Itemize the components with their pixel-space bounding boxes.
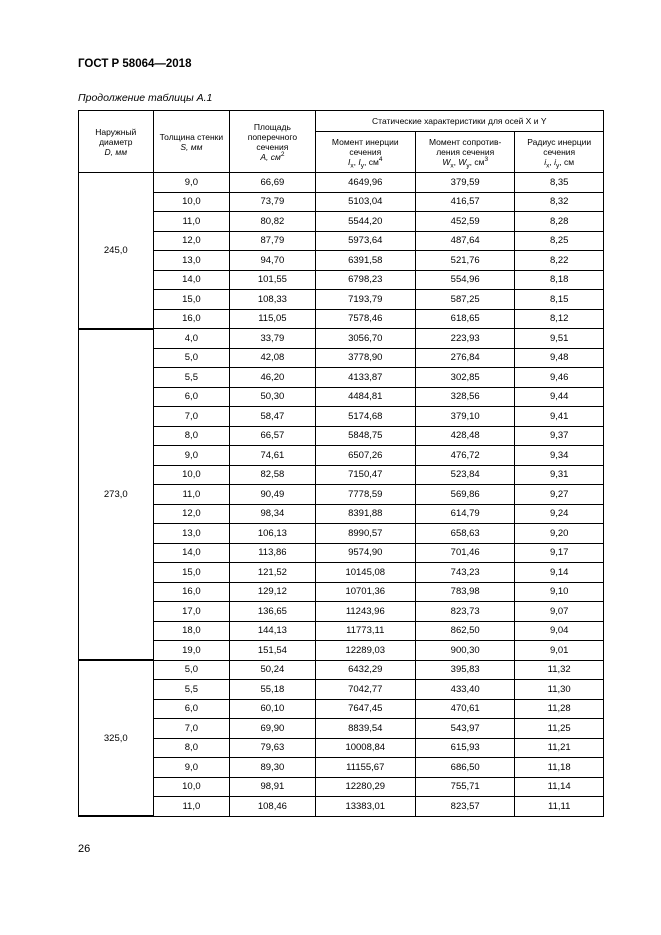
area-cell: 98,91 <box>230 777 315 797</box>
area-cell: 80,82 <box>230 212 315 232</box>
header-wall-thickness: Толщина стенки S, мм <box>153 111 230 173</box>
area-cell: 50,30 <box>230 387 315 407</box>
section-modulus-cell: 615,93 <box>416 738 515 758</box>
moment-of-inertia-cell: 12289,03 <box>315 641 415 661</box>
wall-thickness-cell: 12,0 <box>153 504 230 524</box>
radius-of-gyration-cell: 11,21 <box>515 738 604 758</box>
moment-of-inertia-cell: 13383,01 <box>315 797 415 817</box>
section-modulus-cell: 783,98 <box>416 582 515 602</box>
table-row <box>79 192 604 212</box>
wall-thickness-cell: 11,0 <box>153 485 230 505</box>
area-cell: 66,57 <box>230 426 315 446</box>
moment-of-inertia-cell: 4649,96 <box>315 173 415 193</box>
table-row <box>79 231 604 251</box>
moment-of-inertia-cell: 7042,77 <box>315 680 415 700</box>
table-row <box>79 368 604 388</box>
table-row <box>79 543 604 563</box>
radius-of-gyration-cell: 11,28 <box>515 699 604 719</box>
section-modulus-cell: 743,23 <box>416 563 515 583</box>
section-modulus-cell: 862,50 <box>416 621 515 641</box>
table-row <box>79 251 604 271</box>
area-cell: 108,33 <box>230 290 315 310</box>
section-properties-table <box>78 110 604 817</box>
table-row <box>79 758 604 778</box>
table-row <box>79 641 604 661</box>
radius-of-gyration-cell: 8,15 <box>515 290 604 310</box>
radius-of-gyration-cell: 11,32 <box>515 660 604 680</box>
radius-of-gyration-cell: 11,25 <box>515 719 604 739</box>
area-cell: 58,47 <box>230 407 315 427</box>
radius-of-gyration-cell: 9,51 <box>515 329 604 349</box>
table-row <box>79 485 604 505</box>
section-modulus-cell: 470,61 <box>416 699 515 719</box>
area-cell: 33,79 <box>230 329 315 349</box>
table-row <box>79 582 604 602</box>
radius-of-gyration-cell: 8,32 <box>515 192 604 212</box>
section-modulus-cell: 701,46 <box>416 543 515 563</box>
wall-thickness-cell: 8,0 <box>153 426 230 446</box>
area-cell: 89,30 <box>230 758 315 778</box>
document-header: ГОСТ Р 58064—2018 <box>78 58 192 70</box>
area-cell: 60,10 <box>230 699 315 719</box>
moment-of-inertia-cell: 7150,47 <box>315 465 415 485</box>
wall-thickness-cell: 15,0 <box>153 290 230 310</box>
moment-of-inertia-cell: 8839,54 <box>315 719 415 739</box>
radius-of-gyration-cell: 9,07 <box>515 602 604 622</box>
outer-diameter-cell: 245,0 <box>79 173 154 329</box>
moment-of-inertia-cell: 8391,88 <box>315 504 415 524</box>
moment-of-inertia-cell: 5103,04 <box>315 192 415 212</box>
area-cell: 69,90 <box>230 719 315 739</box>
wall-thickness-cell: 14,0 <box>153 543 230 563</box>
area-cell: 101,55 <box>230 270 315 290</box>
wall-thickness-cell: 10,0 <box>153 465 230 485</box>
section-modulus-cell: 487,64 <box>416 231 515 251</box>
section-modulus-cell: 452,59 <box>416 212 515 232</box>
section-modulus-cell: 379,59 <box>416 173 515 193</box>
section-modulus-cell: 328,56 <box>416 387 515 407</box>
moment-of-inertia-cell: 4133,87 <box>315 368 415 388</box>
wall-thickness-cell: 13,0 <box>153 251 230 271</box>
table-row <box>79 348 604 368</box>
area-cell: 42,08 <box>230 348 315 368</box>
moment-of-inertia-cell: 5174,68 <box>315 407 415 427</box>
section-modulus-cell: 686,50 <box>416 758 515 778</box>
moment-of-inertia-cell: 5544,20 <box>315 212 415 232</box>
moment-of-inertia-cell: 7778,59 <box>315 485 415 505</box>
section-modulus-cell: 658,63 <box>416 524 515 544</box>
wall-thickness-cell: 19,0 <box>153 641 230 661</box>
header-cross-section-area: Площадь поперечного сечения A, $см^2$ <box>230 111 315 173</box>
moment-of-inertia-cell: 7193,79 <box>315 290 415 310</box>
area-cell: 113,86 <box>230 543 315 563</box>
table-row <box>79 407 604 427</box>
wall-thickness-cell: 5,0 <box>153 660 230 680</box>
section-modulus-cell: 521,76 <box>416 251 515 271</box>
table-row <box>79 524 604 544</box>
wall-thickness-cell: 6,0 <box>153 387 230 407</box>
radius-of-gyration-cell: 11,18 <box>515 758 604 778</box>
radius-of-gyration-cell: 9,14 <box>515 563 604 583</box>
table-row <box>79 173 604 193</box>
area-cell: 73,79 <box>230 192 315 212</box>
radius-of-gyration-cell: 8,35 <box>515 173 604 193</box>
section-modulus-cell: 276,84 <box>416 348 515 368</box>
moment-of-inertia-cell: 6798,23 <box>315 270 415 290</box>
area-cell: 108,46 <box>230 797 315 817</box>
wall-thickness-cell: 9,0 <box>153 758 230 778</box>
wall-thickness-cell: 7,0 <box>153 407 230 427</box>
radius-of-gyration-cell: 9,04 <box>515 621 604 641</box>
area-cell: 79,63 <box>230 738 315 758</box>
area-cell: 46,20 <box>230 368 315 388</box>
moment-of-inertia-cell: 5973,64 <box>315 231 415 251</box>
moment-of-inertia-cell: 10145,08 <box>315 563 415 583</box>
table-row <box>79 212 604 232</box>
radius-of-gyration-cell: 9,46 <box>515 368 604 388</box>
moment-of-inertia-cell: 3778,90 <box>315 348 415 368</box>
radius-of-gyration-cell: 9,31 <box>515 465 604 485</box>
table-row <box>79 621 604 641</box>
section-modulus-cell: 618,65 <box>416 309 515 329</box>
area-cell: 144,13 <box>230 621 315 641</box>
table-row <box>79 738 604 758</box>
section-modulus-cell: 755,71 <box>416 777 515 797</box>
section-modulus-cell: 379,10 <box>416 407 515 427</box>
area-cell: 121,52 <box>230 563 315 583</box>
wall-thickness-cell: 12,0 <box>153 231 230 251</box>
table-row <box>79 504 604 524</box>
table-row <box>79 465 604 485</box>
table-row <box>79 680 604 700</box>
moment-of-inertia-cell: 5848,75 <box>315 426 415 446</box>
wall-thickness-cell: 9,0 <box>153 446 230 466</box>
table-row <box>79 309 604 329</box>
radius-of-gyration-cell: 11,11 <box>515 797 604 817</box>
wall-thickness-cell: 7,0 <box>153 719 230 739</box>
table-row <box>79 270 604 290</box>
table-row <box>79 777 604 797</box>
wall-thickness-cell: 10,0 <box>153 192 230 212</box>
area-cell: 136,65 <box>230 602 315 622</box>
moment-of-inertia-cell: 6391,58 <box>315 251 415 271</box>
moment-of-inertia-cell: 3056,70 <box>315 329 415 349</box>
radius-of-gyration-cell: 9,41 <box>515 407 604 427</box>
radius-of-gyration-cell: 11,14 <box>515 777 604 797</box>
section-modulus-cell: 395,83 <box>416 660 515 680</box>
wall-thickness-cell: 10,0 <box>153 777 230 797</box>
area-cell: 87,79 <box>230 231 315 251</box>
wall-thickness-cell: 13,0 <box>153 524 230 544</box>
section-modulus-cell: 302,85 <box>416 368 515 388</box>
wall-thickness-cell: 11,0 <box>153 212 230 232</box>
radius-of-gyration-cell: 9,24 <box>515 504 604 524</box>
moment-of-inertia-cell: 6432,29 <box>315 660 415 680</box>
section-modulus-cell: 569,86 <box>416 485 515 505</box>
header-moment-of-inertia: Момент инерции сечения $I_x$, $I_y$, $см^4$ <box>315 132 415 173</box>
table-row <box>79 563 604 583</box>
area-cell: 129,12 <box>230 582 315 602</box>
moment-of-inertia-cell: 9574,90 <box>315 543 415 563</box>
section-modulus-cell: 823,73 <box>416 602 515 622</box>
moment-of-inertia-cell: 10701,36 <box>315 582 415 602</box>
wall-thickness-cell: 8,0 <box>153 738 230 758</box>
radius-of-gyration-cell: 9,27 <box>515 485 604 505</box>
area-cell: 55,18 <box>230 680 315 700</box>
outer-diameter-cell: 325,0 <box>79 660 154 816</box>
area-cell: 74,61 <box>230 446 315 466</box>
moment-of-inertia-cell: 7647,45 <box>315 699 415 719</box>
moment-of-inertia-cell: 6507,26 <box>315 446 415 466</box>
radius-of-gyration-cell: 8,18 <box>515 270 604 290</box>
area-cell: 98,34 <box>230 504 315 524</box>
section-modulus-cell: 433,40 <box>416 680 515 700</box>
wall-thickness-cell: 16,0 <box>153 582 230 602</box>
wall-thickness-cell: 14,0 <box>153 270 230 290</box>
radius-of-gyration-cell: 9,10 <box>515 582 604 602</box>
section-modulus-cell: 476,72 <box>416 446 515 466</box>
wall-thickness-cell: 6,0 <box>153 699 230 719</box>
section-modulus-cell: 223,93 <box>416 329 515 349</box>
radius-of-gyration-cell: 9,01 <box>515 641 604 661</box>
section-modulus-cell: 543,97 <box>416 719 515 739</box>
moment-of-inertia-cell: 11243,96 <box>315 602 415 622</box>
table-row <box>79 329 604 349</box>
table-row <box>79 699 604 719</box>
radius-of-gyration-cell: 8,12 <box>515 309 604 329</box>
radius-of-gyration-cell: 8,25 <box>515 231 604 251</box>
wall-thickness-cell: 5,5 <box>153 368 230 388</box>
table-caption: Продолжение таблицы А.1 <box>78 92 213 104</box>
area-cell: 151,54 <box>230 641 315 661</box>
radius-of-gyration-cell: 9,37 <box>515 426 604 446</box>
moment-of-inertia-cell: 8990,57 <box>315 524 415 544</box>
area-cell: 90,49 <box>230 485 315 505</box>
moment-of-inertia-cell: 10008,84 <box>315 738 415 758</box>
wall-thickness-cell: 15,0 <box>153 563 230 583</box>
radius-of-gyration-cell: 9,17 <box>515 543 604 563</box>
table-row <box>79 602 604 622</box>
wall-thickness-cell: 5,5 <box>153 680 230 700</box>
section-modulus-cell: 554,96 <box>416 270 515 290</box>
section-modulus-cell: 614,79 <box>416 504 515 524</box>
radius-of-gyration-cell: 8,28 <box>515 212 604 232</box>
area-cell: 50,24 <box>230 660 315 680</box>
table-row <box>79 797 604 817</box>
outer-diameter-cell: 273,0 <box>79 329 154 661</box>
table-row <box>79 387 604 407</box>
radius-of-gyration-cell: 9,20 <box>515 524 604 544</box>
section-modulus-cell: 428,48 <box>416 426 515 446</box>
area-cell: 115,05 <box>230 309 315 329</box>
table-row <box>79 426 604 446</box>
wall-thickness-cell: 4,0 <box>153 329 230 349</box>
section-modulus-cell: 587,25 <box>416 290 515 310</box>
page-number: 26 <box>78 843 91 855</box>
header-radius-of-gyration: Радиус инерции сечения $i_x$, $i_y$, см <box>515 132 604 173</box>
moment-of-inertia-cell: 4484,81 <box>315 387 415 407</box>
wall-thickness-cell: 5,0 <box>153 348 230 368</box>
wall-thickness-cell: 9,0 <box>153 173 230 193</box>
section-modulus-cell: 900,30 <box>416 641 515 661</box>
section-modulus-cell: 416,57 <box>416 192 515 212</box>
area-cell: 66,69 <box>230 173 315 193</box>
moment-of-inertia-cell: 11155,67 <box>315 758 415 778</box>
wall-thickness-cell: 16,0 <box>153 309 230 329</box>
area-cell: 106,13 <box>230 524 315 544</box>
radius-of-gyration-cell: 9,44 <box>515 387 604 407</box>
table-row <box>79 290 604 310</box>
header-outer-diameter: Наружный диаметр D, мм <box>79 111 154 173</box>
moment-of-inertia-cell: 12280,29 <box>315 777 415 797</box>
table-row <box>79 719 604 739</box>
wall-thickness-cell: 11,0 <box>153 797 230 817</box>
header-static-characteristics: Статические характеристики для осей X и Y <box>315 111 603 132</box>
area-cell: 94,70 <box>230 251 315 271</box>
table-body <box>79 173 604 817</box>
radius-of-gyration-cell: 9,34 <box>515 446 604 466</box>
table-row <box>79 660 604 680</box>
wall-thickness-cell: 18,0 <box>153 621 230 641</box>
radius-of-gyration-cell: 9,48 <box>515 348 604 368</box>
header-section-modulus: Момент сопротив- ления сечения $W_x$, $W_y$, $см^3$ <box>416 132 515 173</box>
moment-of-inertia-cell: 7578,46 <box>315 309 415 329</box>
moment-of-inertia-cell: 11773,11 <box>315 621 415 641</box>
table-row <box>79 446 604 466</box>
section-modulus-cell: 823,57 <box>416 797 515 817</box>
radius-of-gyration-cell: 8,22 <box>515 251 604 271</box>
section-modulus-cell: 523,84 <box>416 465 515 485</box>
wall-thickness-cell: 17,0 <box>153 602 230 622</box>
area-cell: 82,58 <box>230 465 315 485</box>
radius-of-gyration-cell: 11,30 <box>515 680 604 700</box>
